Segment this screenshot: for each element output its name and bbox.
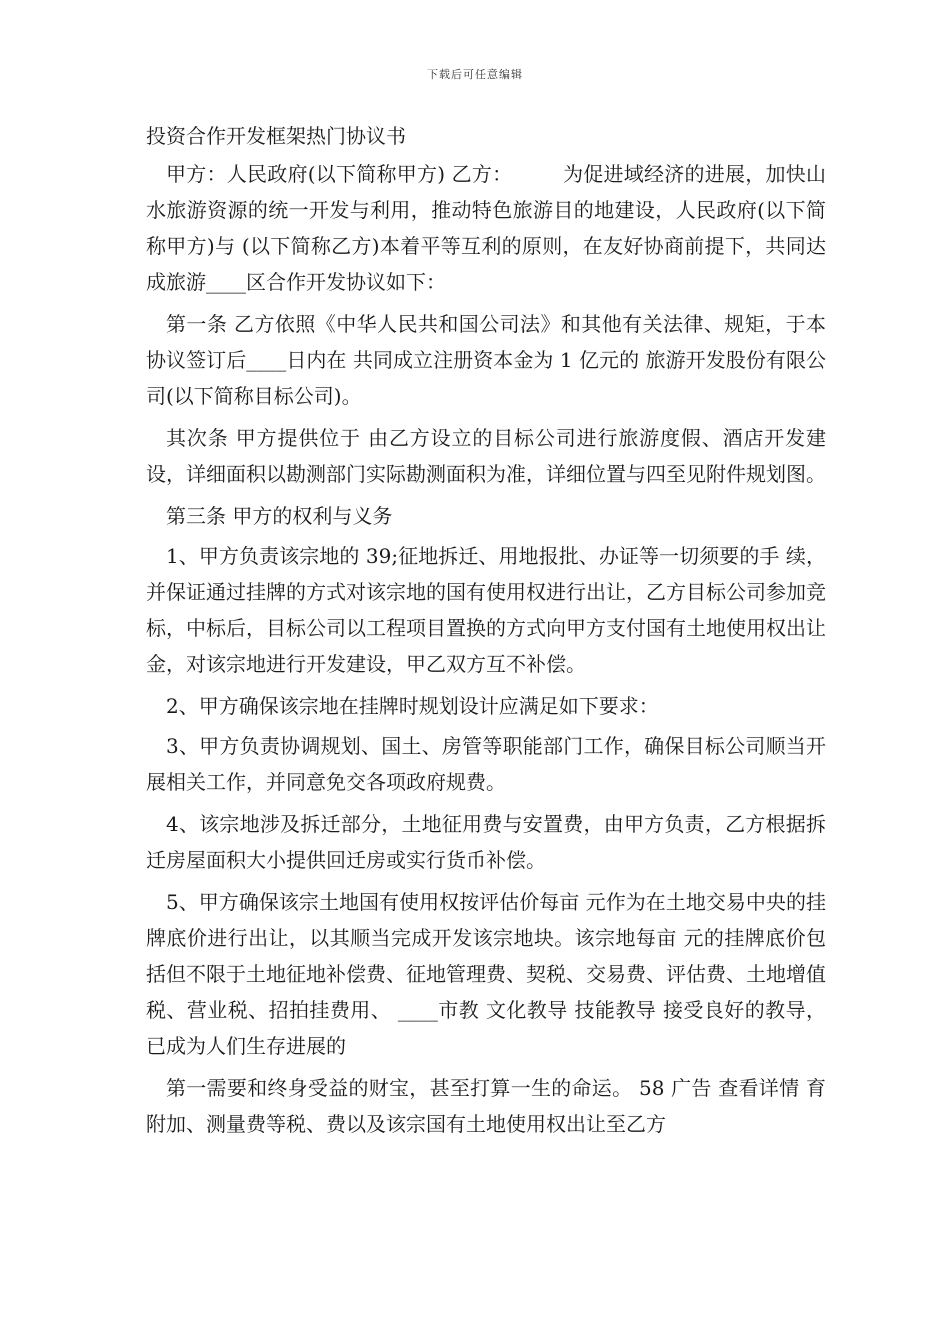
document-title: 投资合作开发框架热门协议书 xyxy=(146,124,406,148)
paragraph-parties: 甲方：人民政府(以下简称甲方) 乙方： 为促进域经济的进展，加快山水旅游资源的统一开发与利用，推动特色旅游目的地建设，人民政府(以下简称甲方)与 (以下简称乙方)本着平等互利的原则，在友好协商前提下，共同达成旅游____区合作开发协议如下： xyxy=(146,162,826,294)
paragraph-item-2: 2、甲方确保该宗地在挂牌时规划设计应满足如下要求： xyxy=(166,694,659,718)
paragraph-item-1: 1、甲方负责该宗地的 39;征地拆迁、用地报批、办证等一切须要的手 续，并保证通过挂牌的方式对该宗地的国有使用权进行出让，乙方目标公司参加竞标，中标后，目标公司以工程项目置换的方式向甲方支付国有土地使用权出让金，对该宗地进行开发建设，甲乙双方互不补偿。 xyxy=(146,544,826,676)
document-body xyxy=(146,118,826,1148)
paragraph-article-3-heading: 第三条 甲方的权利与义务 xyxy=(166,504,393,528)
paragraph-continuation: 第一需要和终身受益的财宝，甚至打算一生的命运。 58 广告 查看详情 育附加、测量费等税、费以及该宗国有土地使用权出让至乙方 xyxy=(146,1076,826,1136)
paragraph-article-1: 第一条 乙方依照《中华人民共和国公司法》和其他有关法律、规矩，于本协议签订后____日内在 共同成立注册资本金为 1 亿元的 旅游开发股份有限公司(以下简称目标公司)。 xyxy=(146,312,826,408)
paragraph-item-5: 5、甲方确保该宗土地国有使用权按评估价每亩 元作为在土地交易中央的挂牌底价进行出让，以其顺当完成开发该宗地块。该宗地每亩 元的挂牌底价包括但不限于土地征地补偿费、征地管理费、契税、交易费、评估费、土地增值税、营业税、招拍挂费用、 ____市教 文化教导 技能教导 接受良好的教导，已成为人们生存进展的 xyxy=(146,890,826,1058)
paragraph-item-4: 4、该宗地涉及拆迁部分，土地征用费与安置费，由甲方负责，乙方根据拆迁房屋面积大小提供回迁房或实行货币补偿。 xyxy=(146,812,826,872)
paragraph-article-2: 其次条 甲方提供位于 由乙方设立的目标公司进行旅游度假、酒店开发建设，详细面积以勘测部门实际勘测面积为准，详细位置与四至见附件规划图。 xyxy=(146,426,826,486)
paragraph-item-3: 3、甲方负责协调规划、国土、房管等职能部门工作，确保目标公司顺当开展相关工作，并同意免交各项政府规费。 xyxy=(146,734,826,794)
header-note: 下载后可任意编辑 xyxy=(427,68,523,81)
